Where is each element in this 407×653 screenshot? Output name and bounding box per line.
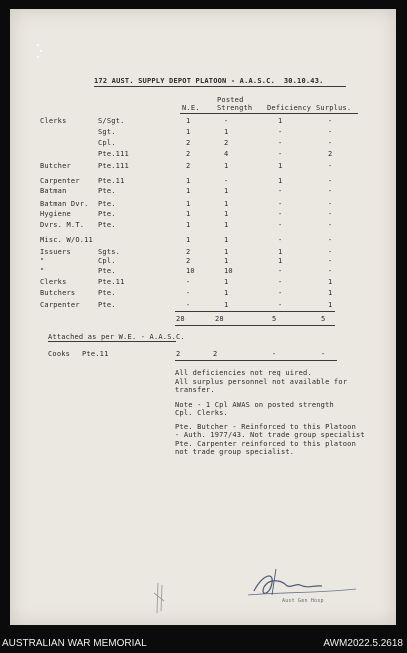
cell-sur: - bbox=[328, 210, 333, 218]
note-line: transfer. bbox=[175, 386, 215, 394]
punch-hole bbox=[40, 50, 42, 52]
cell-trade: Butcher bbox=[40, 162, 71, 170]
cell-def: - bbox=[278, 221, 283, 229]
cell-ne: 1 bbox=[186, 210, 191, 218]
cell-sur: - bbox=[328, 187, 333, 195]
cell-rank: Pte. bbox=[98, 210, 116, 218]
cell-def: 1 bbox=[278, 162, 283, 170]
ink-mark bbox=[150, 581, 170, 615]
cell-posted: 4 bbox=[224, 150, 229, 158]
cell-posted: - bbox=[224, 177, 229, 185]
attached-rule bbox=[175, 360, 337, 361]
cell-sur: - bbox=[328, 128, 333, 136]
header-ne: N.E. bbox=[182, 104, 200, 112]
attached-heading: Attached as per W.E. - A.A.S.C. bbox=[48, 333, 185, 341]
totals-rule-bottom bbox=[175, 325, 335, 326]
cell-trade: Carpenter bbox=[40, 177, 80, 185]
cell-sur: - bbox=[328, 221, 333, 229]
cell-ne: - bbox=[186, 289, 191, 297]
note-line: Pte. Butcher - Reinforced to this Platoon bbox=[175, 423, 356, 431]
cell-sur: - bbox=[328, 200, 333, 208]
cell-rank: Pte. bbox=[98, 289, 116, 297]
cell-ne: 1 bbox=[186, 200, 191, 208]
cell-posted: 1 bbox=[224, 289, 229, 297]
cell-sur: - bbox=[328, 248, 333, 256]
cell-sur: 1 bbox=[328, 278, 333, 286]
cell-trade: Hygiene bbox=[40, 210, 71, 218]
cell-ne: 1 bbox=[186, 236, 191, 244]
cell-trade: " bbox=[40, 267, 45, 275]
cell-rank: Cpl. bbox=[98, 139, 116, 147]
cell-rank: Pte. bbox=[98, 267, 116, 275]
cell-def: 1 bbox=[278, 177, 283, 185]
attached-trade: Cooks bbox=[48, 350, 71, 358]
cell-trade: Carpenter bbox=[40, 301, 80, 309]
cell-trade: Batman bbox=[40, 187, 67, 195]
cell-def: - bbox=[278, 150, 283, 158]
cell-posted: 1 bbox=[224, 221, 229, 229]
cell-def: - bbox=[278, 301, 283, 309]
header-deficiency: Deficiency bbox=[267, 104, 312, 112]
header-surplus: Surplus. bbox=[316, 104, 352, 112]
punch-hole bbox=[37, 56, 39, 58]
cell-rank: Pte.111 bbox=[98, 162, 129, 170]
cell-def: 1 bbox=[278, 257, 283, 265]
cell-rank: Pte.11 bbox=[98, 177, 125, 185]
cell-def: - bbox=[278, 200, 283, 208]
cell-ne: 10 bbox=[186, 267, 195, 275]
footer-catalogue-id: AWM2022.5.2618 bbox=[323, 638, 403, 649]
note-line: Pte. Carpenter reinforced to this platoon bbox=[175, 440, 356, 448]
cell-ne: - bbox=[186, 278, 191, 286]
cell-rank: Pte. bbox=[98, 301, 116, 309]
cell-ne: 2 bbox=[186, 248, 191, 256]
cell-ne: 1 bbox=[186, 128, 191, 136]
cell-rank: Pte. bbox=[98, 221, 116, 229]
cell-posted: 1 bbox=[224, 187, 229, 195]
cell-def: 1 bbox=[278, 248, 283, 256]
note-line: All surplus personnel not available for bbox=[175, 378, 348, 386]
attached-surplus: - bbox=[321, 350, 326, 358]
cell-def: - bbox=[278, 128, 283, 136]
cell-def: - bbox=[278, 236, 283, 244]
cell-sur: - bbox=[328, 177, 333, 185]
cell-trade: " bbox=[40, 257, 45, 265]
cell-posted: 1 bbox=[224, 278, 229, 286]
cell-rank: Pte.11 bbox=[98, 278, 125, 286]
footer-credit: AUSTRALIAN WAR MEMORIAL bbox=[2, 638, 147, 649]
cell-sur: - bbox=[328, 139, 333, 147]
cell-rank: S/Sgt. bbox=[98, 117, 125, 125]
cell-ne: 1 bbox=[186, 177, 191, 185]
header-strength: Strength bbox=[217, 104, 253, 112]
cell-posted: 1 bbox=[224, 301, 229, 309]
cell-rank: Pte.111 bbox=[98, 150, 129, 158]
total-surplus: 5 bbox=[321, 315, 326, 323]
cell-posted: - bbox=[224, 117, 229, 125]
cell-rank: Cpl. bbox=[98, 257, 116, 265]
cell-rank: Sgt. bbox=[98, 128, 116, 136]
cell-ne: 1 bbox=[186, 187, 191, 195]
cell-def: - bbox=[278, 278, 283, 286]
cell-posted: 10 bbox=[224, 267, 233, 275]
cell-sur: - bbox=[328, 117, 333, 125]
cell-sur: 1 bbox=[328, 301, 333, 309]
note-line: not trade group specialist. bbox=[175, 448, 295, 456]
note-line: Note - 1 Cpl AWAS on posted strength bbox=[175, 401, 334, 409]
cell-posted: 1 bbox=[224, 248, 229, 256]
cell-trade: Misc. W/O.11 bbox=[40, 236, 93, 244]
cell-posted: 1 bbox=[224, 128, 229, 136]
attached-posted: 2 bbox=[213, 350, 218, 358]
cell-def: - bbox=[278, 267, 283, 275]
cell-posted: 1 bbox=[224, 200, 229, 208]
header-posted: Posted bbox=[217, 96, 244, 104]
cell-posted: 1 bbox=[224, 257, 229, 265]
cell-def: - bbox=[278, 210, 283, 218]
cell-def: 1 bbox=[278, 117, 283, 125]
signature-stamp: Aust Gen Hosp bbox=[282, 598, 324, 604]
cell-def: - bbox=[278, 139, 283, 147]
cell-posted: 1 bbox=[224, 236, 229, 244]
cell-sur: - bbox=[328, 162, 333, 170]
cell-rank: Pte. bbox=[98, 187, 116, 195]
cell-posted: 2 bbox=[224, 139, 229, 147]
attached-underline bbox=[48, 341, 176, 342]
cell-posted: 1 bbox=[224, 162, 229, 170]
punch-hole bbox=[37, 44, 39, 46]
cell-sur: - bbox=[328, 257, 333, 265]
cell-ne: 2 bbox=[186, 150, 191, 158]
note-line: Cpl. Clerks. bbox=[175, 409, 228, 417]
cell-posted: 1 bbox=[224, 210, 229, 218]
title-underline bbox=[94, 86, 346, 87]
note-line: All deficiencies not req uired. bbox=[175, 369, 312, 377]
cell-ne: - bbox=[186, 301, 191, 309]
totals-rule-top bbox=[175, 311, 335, 312]
cell-trade: Clerks bbox=[40, 117, 67, 125]
document-page bbox=[10, 9, 396, 625]
cell-def: - bbox=[278, 289, 283, 297]
document-title: 172 AUST. SUPPLY DEPOT PLATOON - A.A.S.C. 30.10.43. bbox=[94, 77, 324, 85]
cell-ne: 1 bbox=[186, 221, 191, 229]
attached-ne: 2 bbox=[176, 350, 181, 358]
note-line: - Auth. 1977/43. Not trade group specialist bbox=[175, 431, 365, 439]
cell-ne: 2 bbox=[186, 162, 191, 170]
cell-ne: 2 bbox=[186, 139, 191, 147]
cell-ne: 2 bbox=[186, 257, 191, 265]
cell-sur: 2 bbox=[328, 150, 333, 158]
cell-sur: 1 bbox=[328, 289, 333, 297]
attached-rank: Pte.11 bbox=[82, 350, 109, 358]
attached-deficiency: - bbox=[272, 350, 277, 358]
cell-trade: Clerks bbox=[40, 278, 67, 286]
cell-trade: Batman Dvr. bbox=[40, 200, 89, 208]
cell-sur: - bbox=[328, 267, 333, 275]
total-posted: 28 bbox=[215, 315, 224, 323]
total-deficiency: 5 bbox=[272, 315, 277, 323]
cell-trade: Dvrs. M.T. bbox=[40, 221, 85, 229]
cell-def: - bbox=[278, 187, 283, 195]
cell-ne: 1 bbox=[186, 117, 191, 125]
cell-trade: Butchers bbox=[40, 289, 76, 297]
cell-sur: - bbox=[328, 236, 333, 244]
cell-rank: Sgts. bbox=[98, 248, 121, 256]
cell-trade: Issuers bbox=[40, 248, 71, 256]
cell-rank: Pte. bbox=[98, 200, 116, 208]
header-underline bbox=[180, 113, 358, 114]
total-ne: 28 bbox=[176, 315, 185, 323]
